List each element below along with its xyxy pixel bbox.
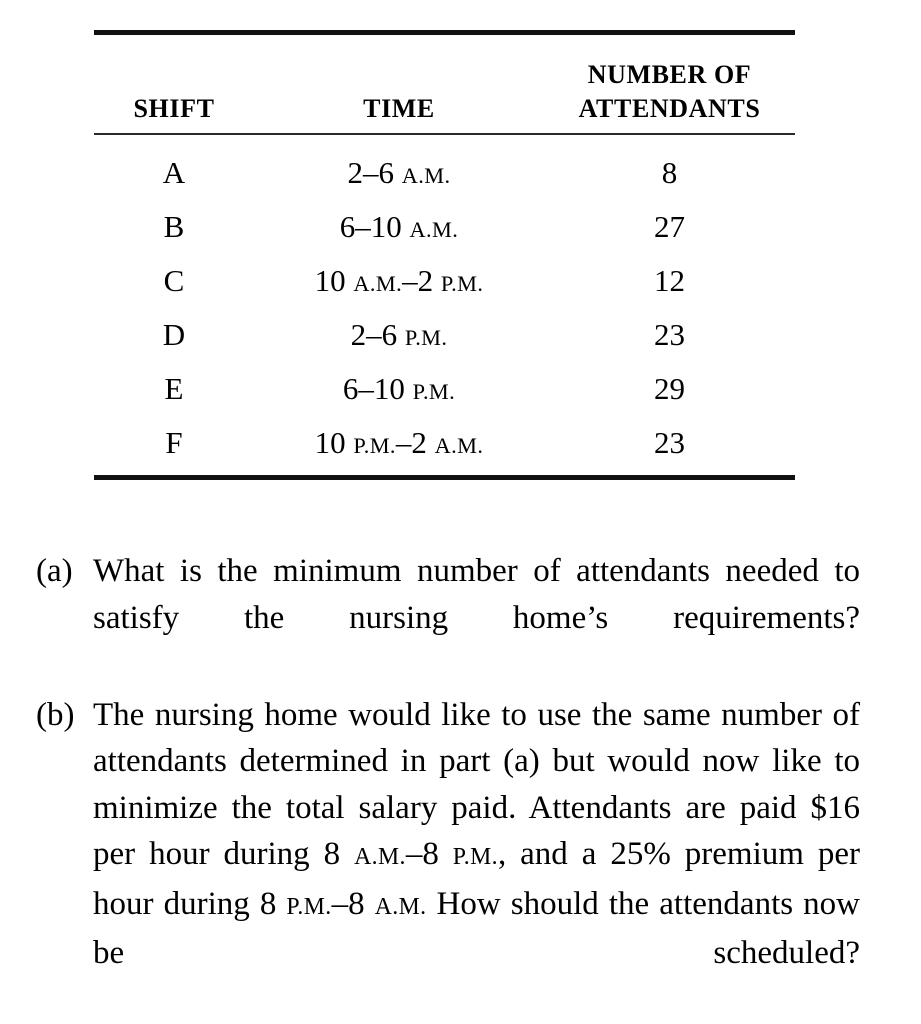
table-row xyxy=(94,199,795,253)
question-text-a: What is the minimum number of attendants needed to satisfy the nursing home’s requirements? xyxy=(93,553,860,636)
question-b-am-1: A.M. xyxy=(354,844,406,870)
cell-time-dash: – xyxy=(395,424,412,460)
cell-time-meridiem: P.M. xyxy=(404,324,448,350)
question-b-dash-2: –8 xyxy=(331,885,375,922)
table-bottom-rule xyxy=(94,475,795,480)
cell-time-dash: – xyxy=(402,262,418,298)
question-b-part1: The nursing home would like to use the same number of attendants determined in part (a) but would now like to minimize the total salary paid. Attendants are paid $16 per hour during 8 xyxy=(93,696,860,872)
cell-time-start: 2 xyxy=(347,154,364,190)
cell-time-dash: – xyxy=(366,316,382,352)
cell-time xyxy=(254,199,544,253)
question-b-part2: , and a 25% premium per hour during 8 xyxy=(93,836,860,922)
question-text-b xyxy=(93,692,860,1024)
cell-attendants: 8 xyxy=(661,154,678,190)
cell-shift: D xyxy=(162,316,186,352)
cell-time-end: 10 xyxy=(373,370,405,406)
cell-attendants: 23 xyxy=(654,316,685,352)
table-row xyxy=(94,415,795,475)
cell-time-start-meridiem: A.M. xyxy=(353,270,403,296)
column-header-attendants-line2: ATTENDANTS xyxy=(578,93,761,123)
cell-attendants: 27 xyxy=(654,208,685,244)
shift-table-block xyxy=(94,30,795,480)
cell-time-end: 2 xyxy=(411,424,427,460)
cell-time-meridiem: A.M. xyxy=(434,432,484,458)
table-row xyxy=(94,307,795,361)
table-header xyxy=(94,35,795,133)
table-row xyxy=(94,135,795,199)
question-b-pm-1: P.M. xyxy=(452,844,498,870)
column-header-shift xyxy=(94,35,254,133)
cell-time-meridiem: A.M. xyxy=(401,162,451,188)
table-header-row xyxy=(94,35,795,133)
cell-time xyxy=(254,307,544,361)
cell-shift: E xyxy=(164,370,184,406)
question-b-am-2: A.M. xyxy=(374,893,427,920)
cell-time xyxy=(254,415,544,475)
cell-time-end: 10 xyxy=(370,208,402,244)
cell-time-start: 6 xyxy=(342,370,359,406)
cell-time xyxy=(254,135,544,199)
column-header-attendants-line1: NUMBER OF xyxy=(587,60,752,90)
question-list xyxy=(36,548,860,1023)
cell-time-meridiem: P.M. xyxy=(412,378,456,404)
cell-time-start: 10 xyxy=(314,424,346,460)
cell-shift: C xyxy=(163,262,185,298)
shift-table xyxy=(94,35,795,133)
cell-time-start: 2 xyxy=(350,316,367,352)
table-row xyxy=(94,361,795,415)
cell-shift: F xyxy=(165,424,183,460)
question-b-pm-2: P.M. xyxy=(286,893,332,920)
cell-shift: A xyxy=(162,154,186,190)
cell-time-end: 2 xyxy=(417,262,434,298)
cell-time-meridiem: A.M. xyxy=(409,216,459,242)
question-b-dash-1: –8 xyxy=(405,836,453,872)
column-header-attendants xyxy=(544,35,795,133)
column-header-time xyxy=(254,35,544,133)
question-item-a xyxy=(36,548,860,688)
question-label-a: (a) xyxy=(36,553,73,589)
cell-time-dash: – xyxy=(358,370,374,406)
cell-time-meridiem: P.M. xyxy=(440,270,484,296)
cell-time-dash: – xyxy=(363,154,379,190)
cell-attendants: 23 xyxy=(654,424,685,460)
question-label-b: (b) xyxy=(36,696,75,733)
shift-table-body-wrapper xyxy=(94,135,795,475)
cell-time-dash: – xyxy=(355,208,371,244)
question-b-part3: How should the attendants now be scheduled? xyxy=(93,885,860,971)
table-row xyxy=(94,253,795,307)
cell-time-end: 6 xyxy=(381,316,398,352)
cell-time-start: 6 xyxy=(339,208,356,244)
cell-time-end: 6 xyxy=(378,154,395,190)
cell-time xyxy=(254,253,544,307)
cell-attendants: 29 xyxy=(654,370,685,406)
column-header-shift-label: SHIFT xyxy=(133,93,215,123)
cell-attendants: 12 xyxy=(654,262,685,298)
cell-time-start: 10 xyxy=(314,262,346,298)
cell-shift: B xyxy=(163,208,185,244)
question-item-b xyxy=(36,692,860,1024)
column-header-time-label: TIME xyxy=(363,93,435,123)
table-body xyxy=(94,135,795,475)
cell-time-start-meridiem: P.M. xyxy=(353,432,396,458)
cell-time xyxy=(254,361,544,415)
